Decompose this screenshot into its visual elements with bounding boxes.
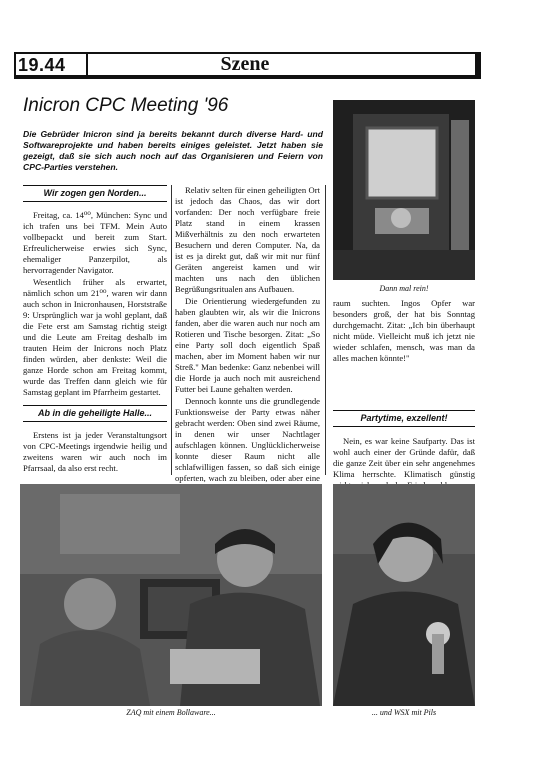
column-rule [325,185,326,475]
subhead-hall: Ab in die geheiligte Halle... [23,405,167,422]
photo-zaq [20,484,322,706]
paragraph: Die Orientierung wiedergefunden zu haben glaubten wir, als wir die Inicrons fanden, aber die waren auch nur noch am Rotieren und Tische besorgen. Zitat: „So eine Party soll doch eigentlich Spaß machen, aber im Moment haben wir nur Streß." Man bedenke: Ganz nebenbei will die Horde ja auch noch mit ausreichend Futter bei Laune gehalten werden. [175,296,320,394]
column-3 [333,298,475,365]
section-title: Szene [220,53,270,75]
paragraph: Relativ selten für einen geheiligten Ort ist jedoch das Chaos, das wir dort vorfanden: Der noch verfügbare freie Platz stand in einem krassen Mißverhältnis zu den noch erwarteten Besuchern und deren Computer. Na, da ist es ja direkt gut, daß wir mit nur fünf Geräten angereist kamen und wir machten uns nach den üblichen Begrüßungsritualen ans Aufbauen. [175,185,320,294]
paragraph: raum suchten. Ingos Opfer war besonders groß, der hat bis Sonntag durchgemacht. Zitat: „Ich bin überhaupt nicht müde. Vielleicht muß ich jetzt nie wieder schlafen, mensch, was man da alles machen könnte!" [333,298,475,363]
issue-number: 19.44 [18,55,66,75]
caption-zaq: ZAQ mit einem Bollaware... [126,708,216,717]
article-headline: Inicron CPC Meeting '96 [23,95,229,116]
caption-wsx: ... und WSX mit Pils [371,708,437,717]
paragraph: Erstens ist ja jeder Veranstaltungsort von CPC-Meetings irgendwie heilig und zweitens waren wir auch noch im Pfarrsaal, da also erst recht. [23,430,167,473]
paragraph: Wesentlich früher als erwartet, nämlich schon um 21⁰⁰, waren wir dann auch schon in Inicronhausen, Horststraße 9: Ursprünglich war ja wohl geplant, daß die Fete erst am Samstag richtig steigt und die Leute am Freitag deshalb im trauten Heim der Inicrons noch Platz finden würden, aber denkste: Weil die ganze Horde schon am Freitag kommt, wurde das Treffen dann gleich wie für Samstag geplant im Pfarrheim gestartet. [23,277,167,397]
column-rule [171,185,172,475]
paragraph: Dennoch konnte uns die grundlegende Funktionsweise der Party etwas näher gebracht werden: Oben sind zwei Räume, in denen wir unser Nachtlager aufschlagen können. Unglücklicherweise konnte dieser Raum nicht alle schlafwilligen fassen, so daß sich einige opferten, wach zu bleiben, oder aber eine [175,396,320,483]
article-intro: Die Gebrüder Inicron sind ja bereits bekannt durch diverse Hard- und Softwareprojekte und haben bereits einiges geleistet. Jetzt haben sie gezeigt, daß sie sich auch noch auf das Organisieren und Feiern von CPC-Parties verstehen. [23,129,323,172]
subhead-partytime: Partytime, exzellent! [333,410,475,427]
column-1 [23,210,167,399]
caption-door: Dann mal rein! [379,284,429,293]
column-1b [23,430,167,475]
header-divider [86,52,88,75]
paragraph: Nein, es war keine Saufparty. Das ist wohl auch einer der Gründe dafür, daß die ganze Zeit über ein sehr angenehmes Klima herrschte. Klimatisch günstig [333,436,475,479]
column-2 [175,185,320,496]
photo-wsx [333,484,475,706]
paragraph: Freitag, ca. 14⁰⁰, München: Sync und ich trafen uns bei TFM. Mein Auto vollbepackt und bereit zum Start. Erfreulicherweise erwies sich Sync, ehemaliger Panzerpilot, als hervorragender Navigator. [23,210,167,275]
subhead-north: Wir zogen gen Norden... [23,185,167,202]
photo-door [333,100,475,280]
